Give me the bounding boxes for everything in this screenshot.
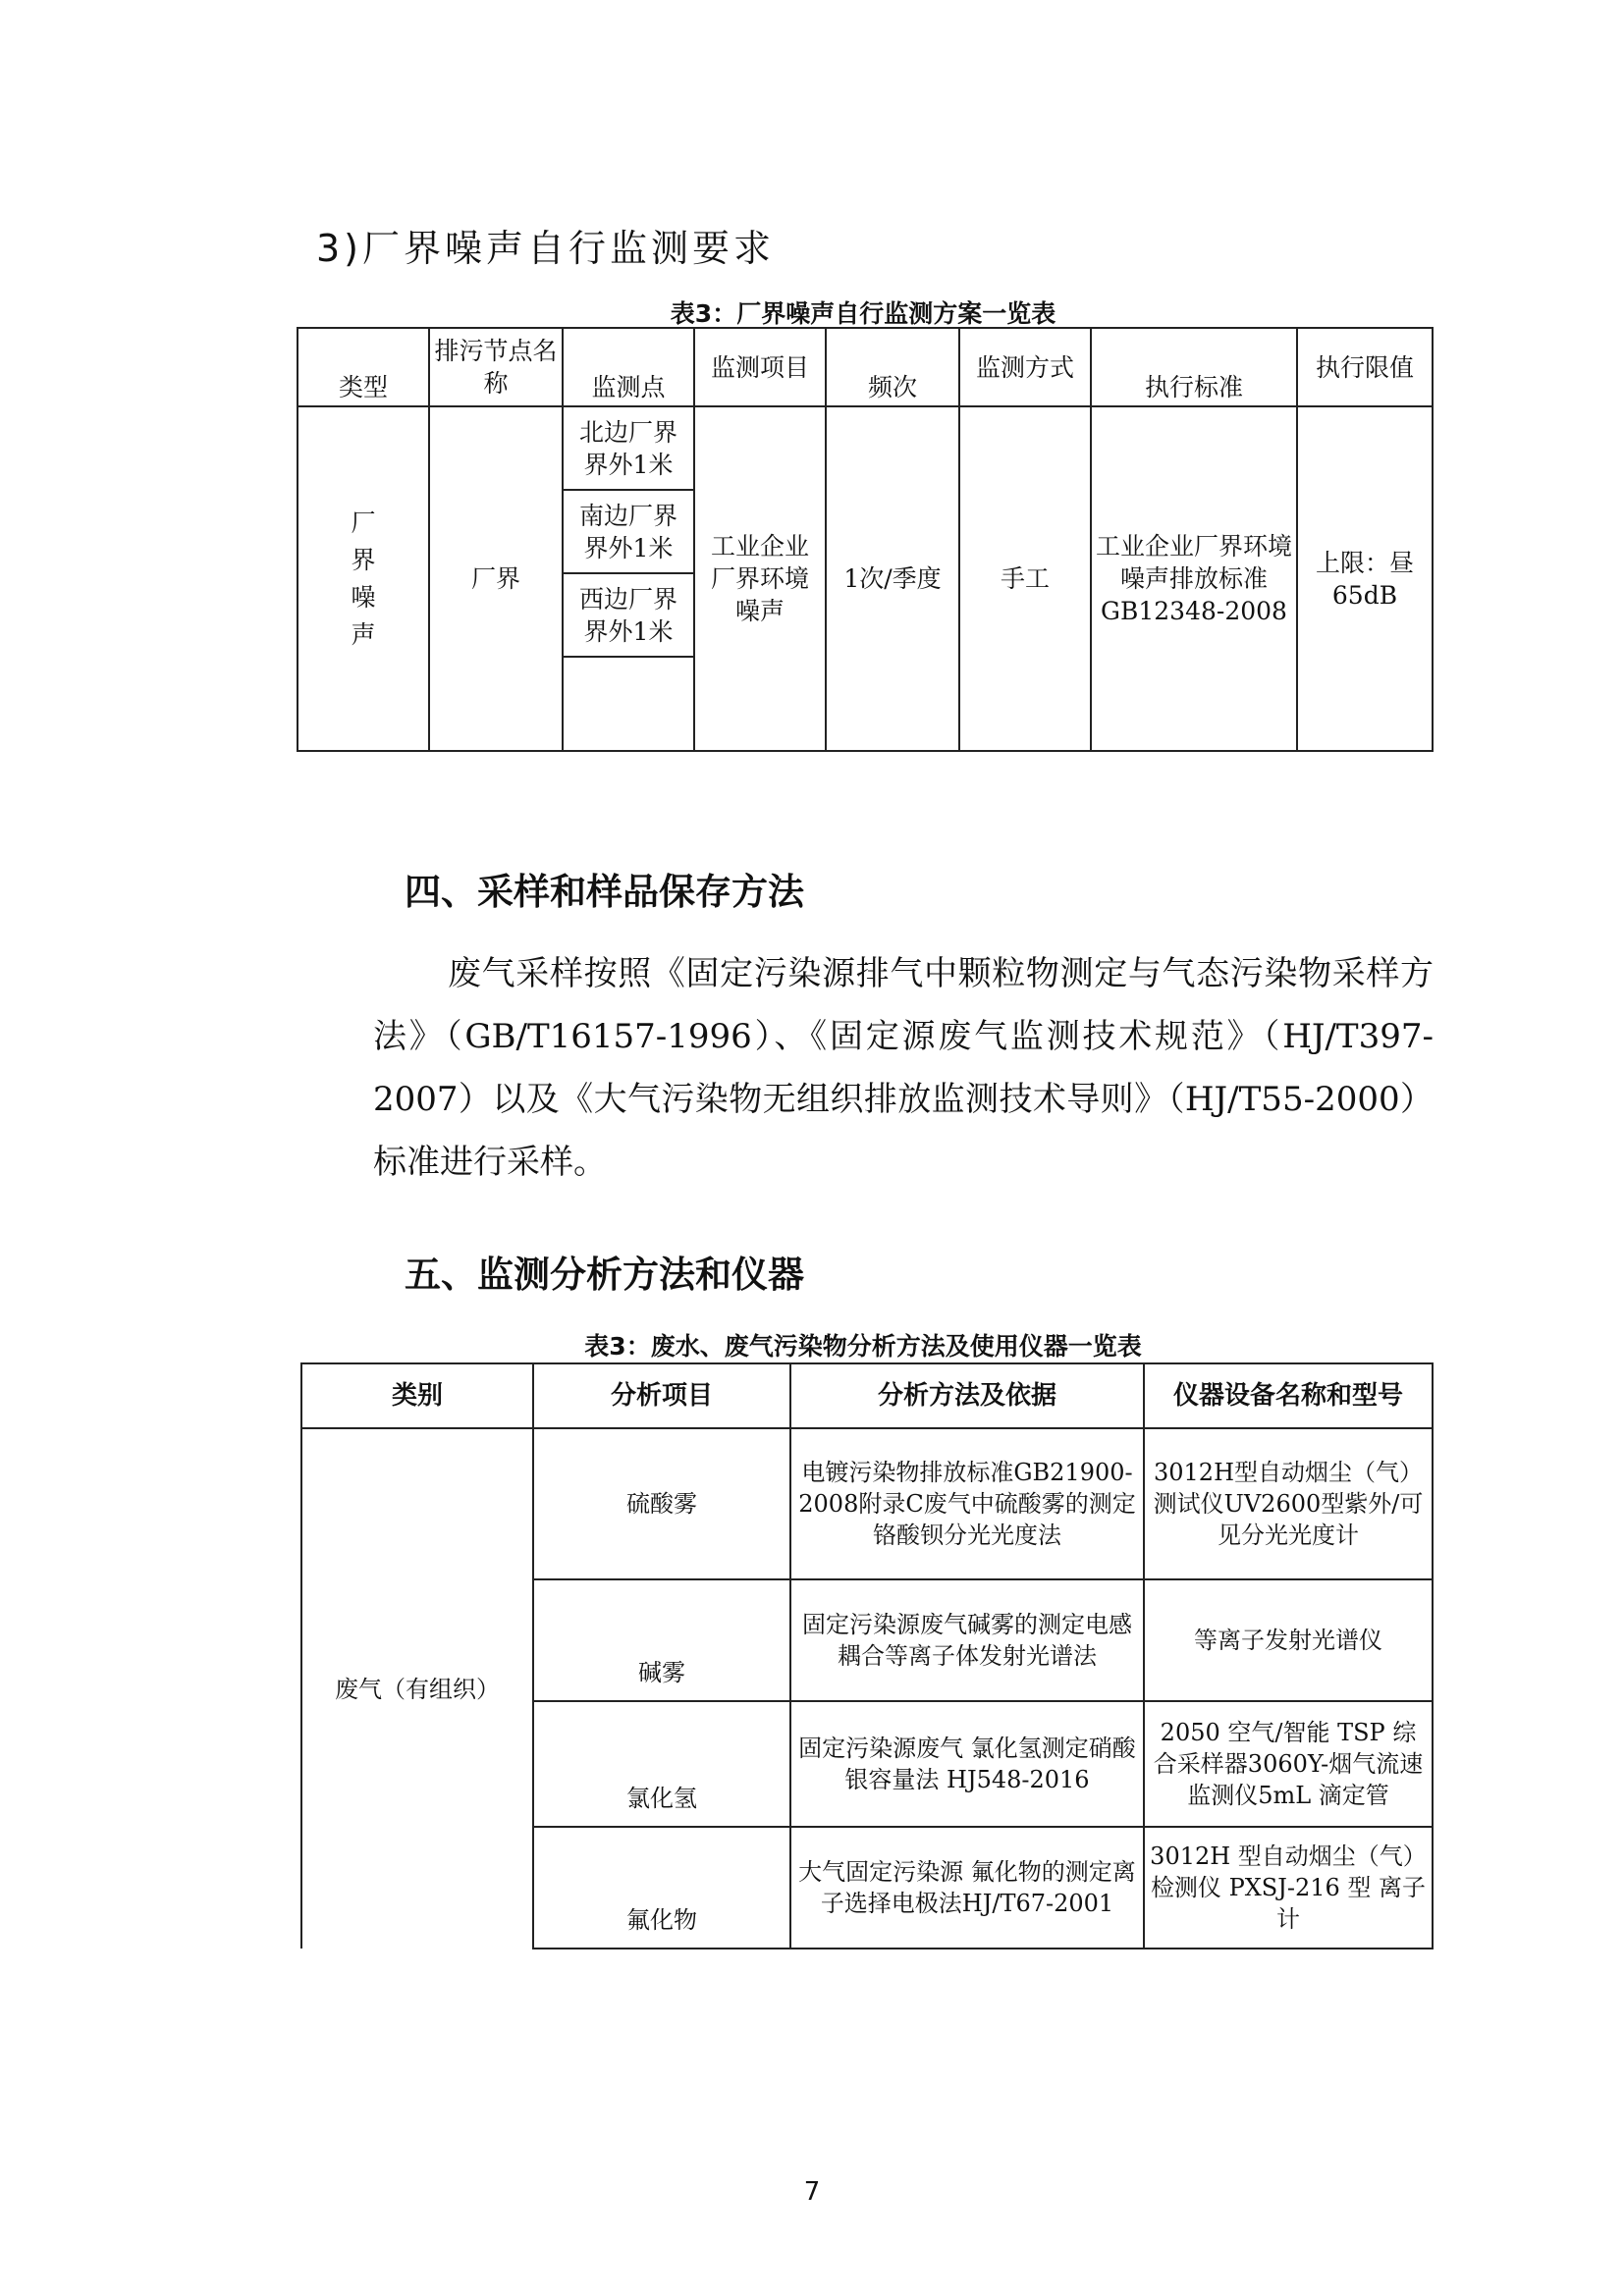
cell-category: 废气（有组织）: [301, 1428, 533, 1949]
section4-paragraph: [373, 942, 1434, 1194]
table-row-method: 电镀污染物排放标准GB21900-2008附录C废气中硫酸雾的测定铬酸钡分光光度法: [790, 1428, 1144, 1579]
noise-monitoring-table: [297, 327, 1434, 752]
header-node: 排污节点名称: [429, 328, 563, 406]
section4-paragraph-text: 废气采样按照《固定污染源排气中颗粒物测定与气态污染物采样方法》（GB/T16157-1996）、《固定源废气监测技术规范》（HJ/T397-2007）以及《大气污染物无组织排放监测技术导则》（HJ/T55-2000）标准进行采样。: [373, 954, 1434, 1182]
cell-method: 手工: [959, 406, 1091, 751]
cell-point-north: 北边厂界界外1米: [563, 406, 694, 490]
table2-caption: 表3：废水、废气污染物分析方法及使用仪器一览表: [584, 1332, 1142, 1361]
header-point: 监测点: [563, 328, 694, 406]
table-row-instrument: 3012H 型自动烟尘（气）检测仪 PXSJ-216 型 离子计: [1144, 1827, 1433, 1949]
header-method: 监测方式: [959, 328, 1091, 406]
table-row-instrument: 2050 空气/智能 TSP 综合采样器3060Y-烟气流速监测仪5mL 滴定管: [1144, 1701, 1433, 1827]
table-row: 硫酸雾: [533, 1428, 790, 1579]
section5-heading: 五、监测分析方法和仪器: [405, 1254, 804, 1296]
analysis-methods-table: [300, 1362, 1434, 1949]
header-analysis-method: 分析方法及依据: [790, 1363, 1144, 1428]
table-row: 氯化氢: [533, 1701, 790, 1827]
header-standard: 执行标准: [1091, 328, 1297, 406]
table-row-method: 固定污染源废气 氯化氢测定硝酸银容量法 HJ548-2016: [790, 1701, 1144, 1827]
cell-limit: 上限：昼65dB: [1297, 406, 1433, 751]
section4-heading: 四、采样和样品保存方法: [405, 871, 804, 913]
cell-point-empty: [563, 657, 694, 751]
cell-point-west: 西边厂界界外1米: [563, 573, 694, 657]
table-row-method: 固定污染源废气碱雾的测定电感耦合等离子体发射光谱法: [790, 1579, 1144, 1701]
header-type: 类型: [298, 328, 429, 406]
header-item: 监测项目: [694, 328, 826, 406]
cell-standard: 工业企业厂界环境噪声排放标准GB12348-2008: [1091, 406, 1297, 751]
table-row: 氟化物: [533, 1827, 790, 1949]
table-row-method: 大气固定污染源 氟化物的测定离子选择电极法HJ/T67-2001: [790, 1827, 1144, 1949]
table-row: 碱雾: [533, 1579, 790, 1701]
cell-point-south: 南边厂界界外1米: [563, 490, 694, 573]
table-row-instrument: 等离子发射光谱仪: [1144, 1579, 1433, 1701]
header-frequency: 频次: [826, 328, 959, 406]
table-row-instrument: 3012H型自动烟尘（气）测试仪UV2600型紫外/可见分光光度计: [1144, 1428, 1433, 1579]
cell-node: 厂界: [429, 406, 563, 751]
subsection-heading: 3)厂界噪声自行监测要求: [316, 227, 776, 270]
header-analysis-item: 分析项目: [533, 1363, 790, 1428]
cell-type: 厂界噪声: [298, 406, 429, 751]
page-number: 7: [803, 2177, 821, 2207]
header-category: 类别: [301, 1363, 533, 1428]
table1-caption: 表3：厂界噪声自行监测方案一览表: [670, 299, 1056, 328]
cell-item: 工业企业厂界环境噪声: [694, 406, 826, 751]
header-limit: 执行限值: [1297, 328, 1433, 406]
cell-frequency: 1次/季度: [826, 406, 959, 751]
header-instrument: 仪器设备名称和型号: [1144, 1363, 1433, 1428]
